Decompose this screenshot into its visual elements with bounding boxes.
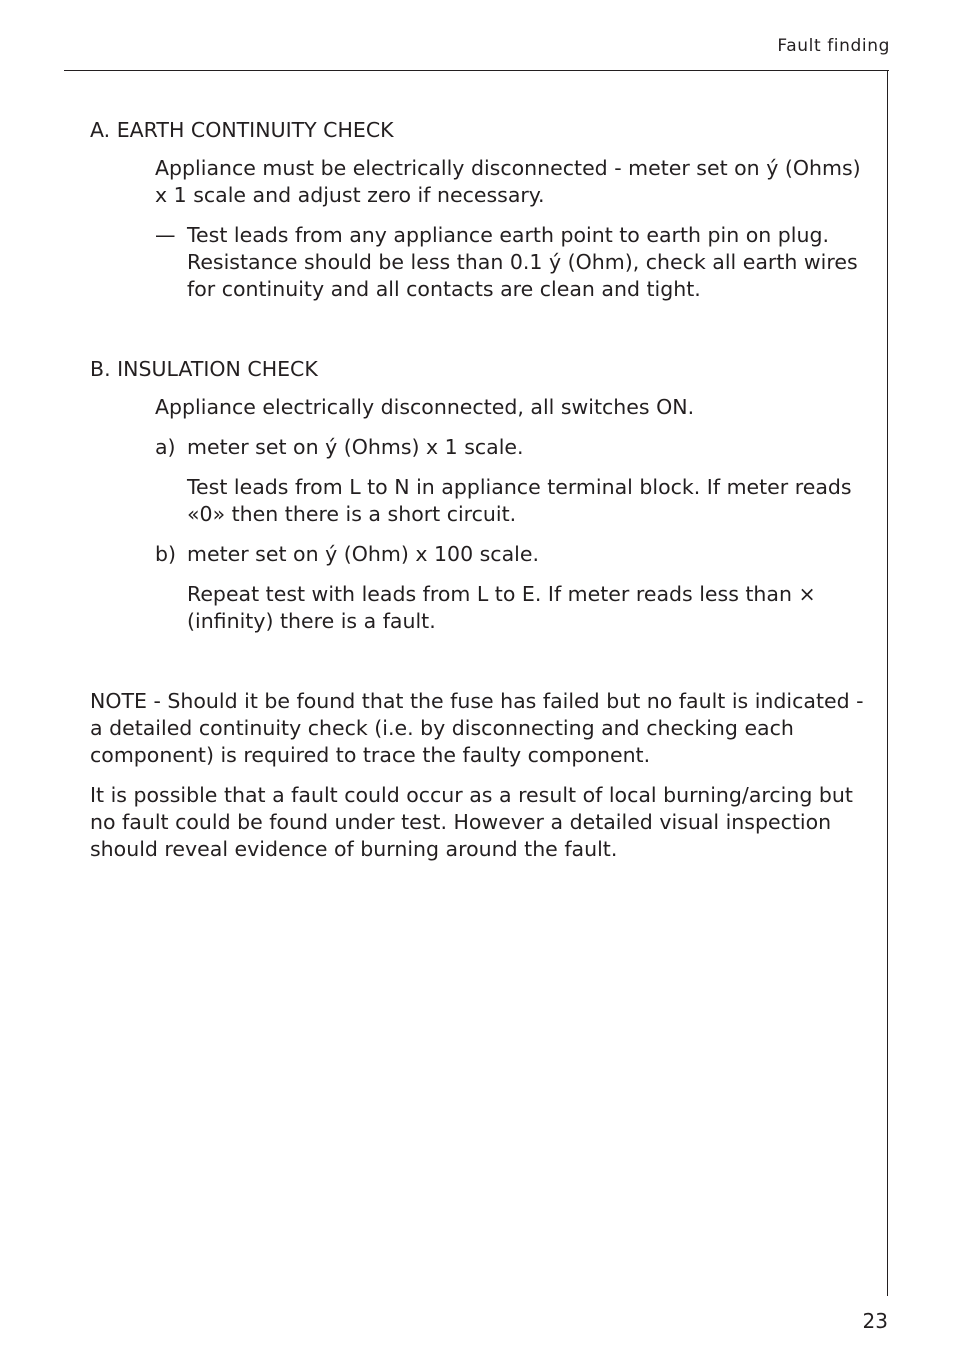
section-earth-continuity [90,117,865,303]
earth-continuity-step [155,222,865,303]
page-number: 23 [862,1309,888,1333]
margin-rule [887,70,888,1296]
earth-continuity-intro: Appliance must be electrically disconnected - meter set on ý (Ohms) x 1 scale and adjust zero if necessary. [155,156,861,207]
section-notes [90,688,865,863]
note-paragraph: NOTE - Should it be found that the fuse has failed but no fault is indicated - a detailed continuity check (i.e. by disconnecting and checking each component) is required to trace the faulty component. [90,689,864,767]
step-marker-b: b) [155,542,177,566]
section-heading-earth-continuity: A. EARTH CONTINUITY CHECK [90,118,394,142]
running-header: Fault finding [777,36,890,56]
insulation-step-a-text: meter set on ý (Ohms) x 1 scale. [187,435,524,459]
page-content [90,117,865,876]
insulation-step-b-detail: Repeat test with leads from L to E. If meter reads less than × (infinity) there is a fault. [187,582,816,633]
section-insulation [90,356,865,635]
insulation-step-a [155,434,865,461]
insulation-step-b-text: meter set on ý (Ohm) x 100 scale. [187,542,539,566]
insulation-step-b [155,541,865,568]
step-marker-a: a) [155,435,176,459]
insulation-intro: Appliance electrically disconnected, all switches ON. [155,395,695,419]
earth-continuity-step-text: Test leads from any appliance earth point to earth pin on plug. Resistance should be less than 0.1 ý (Ohm), check all earth wires for continuity and all contacts are clean and tight. [187,223,858,301]
dash-marker: — [155,223,176,247]
note-paragraph: It is possible that a fault could occur as a result of local burning/arcing but no fault could be found under test. However a detailed visual inspection should reveal evidence of burning around the fault. [90,783,853,861]
section-spacer [90,648,865,688]
header-rule [64,70,889,71]
section-heading-insulation: B. INSULATION CHECK [90,357,318,381]
insulation-step-a-detail: Test leads from L to N in appliance terminal block. If meter reads «0» then there is a short circuit. [187,475,852,526]
section-spacer [90,316,865,356]
